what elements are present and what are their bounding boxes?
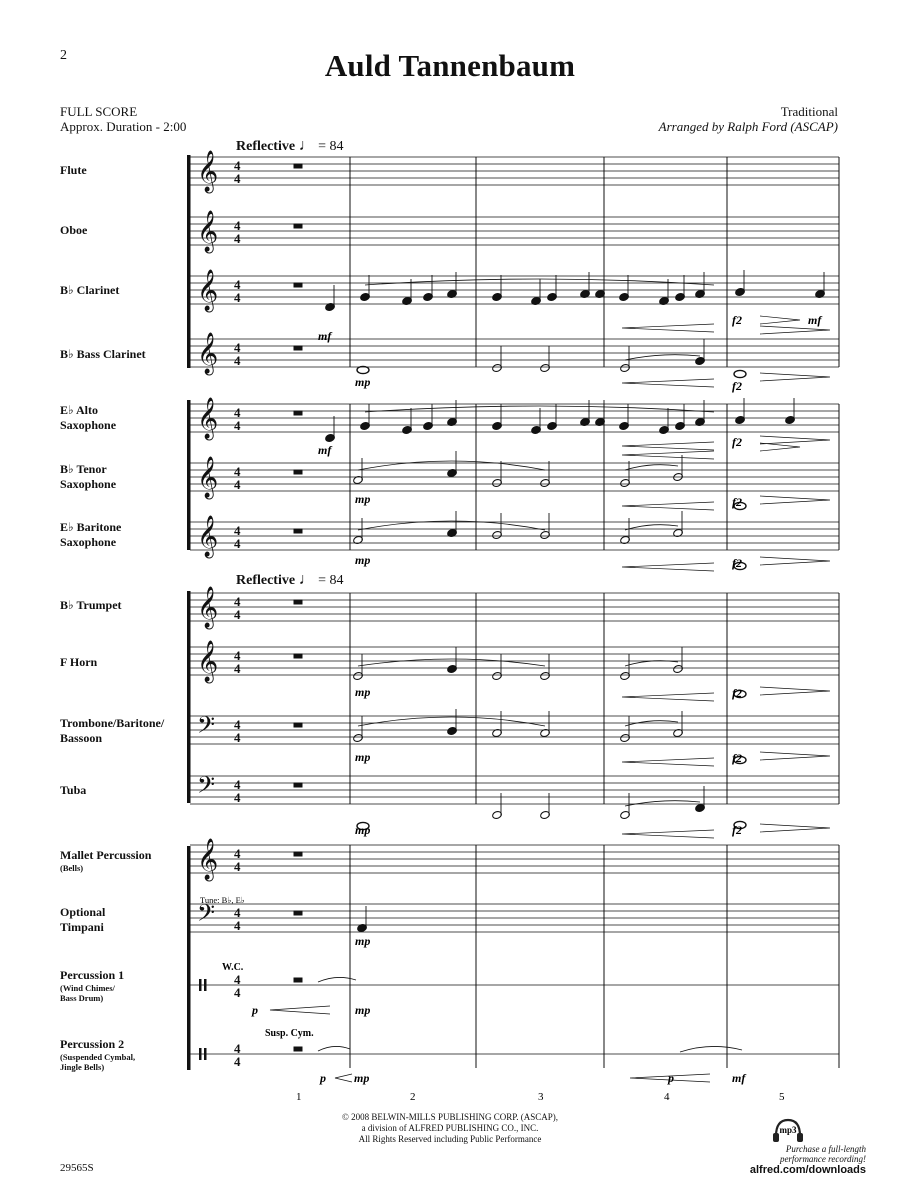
- slur: [680, 1046, 742, 1052]
- time-signature-icon: 4: [234, 790, 241, 805]
- tempo-word: Reflective: [236, 139, 296, 154]
- time-signature-icon: 4: [234, 918, 241, 933]
- crescendo-hairpin: [622, 451, 714, 459]
- crescendo-hairpin: [270, 1006, 330, 1014]
- dynamic-mf: mf: [318, 443, 332, 457]
- whole-note: [357, 366, 369, 373]
- treble-clef-icon: 𝄞: [197, 151, 219, 191]
- dynamic-f2: f2: [732, 823, 742, 837]
- instrument-label-tuba: Tuba: [60, 783, 87, 797]
- dynamic-mp: mp: [355, 375, 371, 389]
- dynamic-f2: f2: [732, 313, 742, 327]
- page-number: 2: [60, 48, 67, 63]
- time-signature-icon: 4: [234, 290, 241, 305]
- dynamic-f2: f2: [732, 495, 742, 509]
- slur: [625, 465, 678, 470]
- instrument-label-horn: F Horn: [60, 655, 98, 669]
- treble-clef-icon: 𝄞: [197, 333, 219, 373]
- copyright-notice: © 2008 BELWIN-MILLS PUBLISHING CORP. (ASCAP), a division of ALFRED PUBLISHING CO., INC. All Rights Reserved including Public Performance: [342, 1112, 558, 1144]
- whole-rest-icon: [294, 654, 302, 658]
- treble-clef-icon: 𝄞: [197, 587, 219, 627]
- measure-number: 1: [296, 1091, 302, 1103]
- time-signature-icon: 4: [234, 972, 241, 987]
- bracket-brass: [187, 591, 191, 803]
- whole-rest-icon: [294, 783, 302, 787]
- measure-number: 5: [779, 1091, 785, 1103]
- decrescendo-hairpin: [760, 316, 800, 324]
- instrument-label-trumpet: B♭ Trumpet: [60, 598, 122, 612]
- promo-url[interactable]: alfred.com/downloads: [749, 1164, 866, 1176]
- instrument-label-bari-sax: E♭ Baritone Saxophone: [60, 520, 122, 549]
- dynamic-mp: mp: [355, 685, 371, 699]
- staff-trombone: [190, 716, 839, 744]
- decrescendo-hairpin: [760, 824, 830, 832]
- recording-promo: [716, 1118, 866, 1176]
- staff-tenor-sax: [190, 463, 839, 491]
- staff-flute: [190, 157, 839, 185]
- time-signature-icon: 4: [234, 905, 241, 920]
- page-title: Auld Tannenbaum: [324, 48, 576, 83]
- time-signature-icon: 4: [234, 464, 241, 479]
- time-signature-icon: 4: [234, 218, 241, 233]
- bass-clef-icon: 𝄢: [197, 773, 216, 804]
- treble-clef-icon: 𝄞: [197, 211, 219, 251]
- dynamic-p: p: [252, 1003, 258, 1017]
- instrument-label-mallet: Mallet Percussion (Bells): [60, 848, 152, 873]
- time-signature-icon: 4: [234, 846, 241, 861]
- time-signature-icon: 4: [234, 171, 241, 186]
- treble-clef-icon: 𝄞: [197, 839, 219, 879]
- time-signature-icon: 4: [234, 661, 241, 676]
- whole-rest-icon: [294, 164, 302, 168]
- instrument-label-tenor-sax: B♭ Tenor Saxophone: [60, 462, 117, 491]
- instrument-label-perc2: Percussion 2 (Suspended Cymbal, Jingle Bells): [60, 1037, 136, 1072]
- crescendo-hairpin: [622, 830, 714, 838]
- svg-text:mp3: mp3: [779, 1125, 797, 1135]
- whole-rest-icon: [294, 529, 302, 533]
- percussion-clef-icon: [204, 979, 207, 991]
- slur: [365, 279, 714, 285]
- staff-timpani: [190, 904, 839, 932]
- treble-clef-icon: 𝄞: [197, 641, 219, 681]
- time-signature-icon: 4: [234, 405, 241, 420]
- dynamic-mp: mp: [355, 553, 371, 567]
- time-signature-icon: 4: [234, 985, 241, 1000]
- whole-rest-icon: [294, 600, 302, 604]
- composer: Traditional: [780, 104, 838, 119]
- slur: [625, 355, 700, 360]
- dynamic-p: p: [668, 1071, 674, 1085]
- staff-oboe: [190, 217, 839, 245]
- whole-rest-icon: [294, 911, 302, 915]
- timpani-tuning: Tune: B♭, E♭: [200, 895, 245, 905]
- score-type: FULL SCORE: [60, 104, 138, 119]
- slur: [318, 1046, 350, 1051]
- quarter-note-icon: ♩: [298, 571, 315, 588]
- instrument-label-timpani: Optional Timpani: [60, 905, 106, 934]
- bass-clef-icon: 𝄢: [197, 901, 216, 932]
- instrument-label-trombone: Trombone/Baritone/ Bassoon: [60, 716, 165, 745]
- tempo-value: = 84: [318, 573, 344, 588]
- time-signature-icon: 4: [234, 607, 241, 622]
- time-signature-icon: 4: [234, 1041, 241, 1056]
- whole-rest-icon: [294, 723, 302, 727]
- instrument-label-bass-clarinet: B♭ Bass Clarinet: [60, 347, 146, 361]
- staff-bass-clarinet: [190, 339, 839, 367]
- arranger: Arranged by Ralph Ford (ASCAP): [658, 119, 838, 134]
- whole-rest-icon: [294, 411, 302, 415]
- decrescendo-hairpin: [760, 687, 830, 695]
- crescendo-hairpin: [622, 758, 714, 766]
- instrument-label-flute: Flute: [60, 163, 87, 177]
- dynamic-mf: mf: [732, 1071, 746, 1085]
- measure-number: 3: [538, 1091, 544, 1103]
- time-signature-icon: 4: [234, 418, 241, 433]
- time-signature-icon: 4: [234, 777, 241, 792]
- slur: [625, 661, 678, 666]
- whole-note: [734, 370, 746, 377]
- crescendo-hairpin: [622, 502, 714, 510]
- percussion-clef-icon: [204, 1048, 207, 1060]
- dynamic-f2: f2: [732, 686, 742, 700]
- measure-number: 2: [410, 1091, 416, 1103]
- whole-rest-icon: [294, 283, 302, 287]
- quarter-note-icon: ♩: [298, 137, 315, 154]
- instrument-label-oboe: Oboe: [60, 223, 88, 237]
- time-signature-icon: 4: [234, 340, 241, 355]
- decrescendo-hairpin: [760, 496, 830, 504]
- percussion-clef-icon: [199, 1048, 202, 1060]
- time-signature-icon: 4: [234, 717, 241, 732]
- time-signature-icon: 4: [234, 477, 241, 492]
- treble-clef-icon: 𝄞: [197, 398, 219, 438]
- promo-line: performance recording!: [779, 1154, 866, 1164]
- promo-line: Purchase a full-length: [785, 1144, 866, 1154]
- dynamic-f2: f2: [732, 379, 742, 393]
- treble-clef-icon: 𝄞: [197, 516, 219, 556]
- whole-rest-icon: [294, 224, 302, 228]
- dynamic-mp: mp: [355, 492, 371, 506]
- tempo-value: = 84: [318, 139, 344, 154]
- wind-chimes-marking: W.C.: [222, 962, 244, 973]
- dynamic-mp: mp: [355, 1003, 371, 1017]
- staff-tuba: [190, 776, 839, 804]
- treble-clef-icon: 𝄞: [197, 270, 219, 310]
- dynamic-p: p: [320, 1071, 326, 1085]
- bass-clef-icon: 𝄢: [197, 713, 216, 744]
- whole-rest-icon: [294, 470, 302, 474]
- time-signature-icon: 4: [234, 859, 241, 874]
- instrument-label-perc1: Percussion 1 (Wind Chimes/ Bass Drum): [60, 968, 125, 1003]
- time-signature-icon: 4: [234, 594, 241, 609]
- dynamic-mp: mp: [354, 1071, 370, 1085]
- susp-cym-marking: Susp. Cym.: [265, 1028, 314, 1039]
- time-signature-icon: 4: [234, 277, 241, 292]
- staff-mallet: [190, 845, 839, 873]
- whole-rest-icon: [294, 346, 302, 350]
- slur: [358, 717, 545, 726]
- bracket-saxophones: [187, 400, 191, 550]
- decrescendo-hairpin: [760, 443, 800, 451]
- time-signature-icon: 4: [234, 158, 241, 173]
- time-signature-icon: 4: [234, 536, 241, 551]
- slur: [625, 801, 700, 806]
- bracket-percussion: [187, 846, 191, 1070]
- time-signature-icon: 4: [234, 523, 241, 538]
- time-signature-icon: 4: [234, 353, 241, 368]
- time-signature-icon: 4: [234, 648, 241, 663]
- time-signature-icon: 4: [234, 730, 241, 745]
- dynamic-mf: mf: [318, 329, 332, 343]
- crescendo-hairpin: [622, 379, 714, 387]
- staff-bari-sax: [190, 522, 839, 550]
- crescendo-hairpin: [622, 693, 714, 701]
- slur: [358, 461, 545, 470]
- tempo-word: Reflective: [236, 573, 296, 588]
- staff-horn: [190, 647, 839, 675]
- dynamic-mp: mp: [355, 750, 371, 764]
- crescendo-hairpin: [622, 563, 714, 571]
- measure-number: 4: [664, 1091, 670, 1103]
- dynamic-f2: f2: [732, 751, 742, 765]
- whole-rest-icon: [294, 852, 302, 856]
- dynamic-mf: mf: [808, 313, 822, 327]
- crescendo-hairpin: [622, 324, 714, 332]
- whole-rest-icon: [294, 1047, 302, 1051]
- whole-rest-icon: [294, 978, 302, 982]
- slur: [358, 659, 545, 666]
- staff-trumpet: [190, 593, 839, 621]
- decrescendo-hairpin: [760, 373, 830, 381]
- time-signature-icon: 4: [234, 231, 241, 246]
- decrescendo-hairpin: [760, 752, 830, 760]
- bracket-woodwinds: [187, 155, 191, 368]
- catalog-number: 29565S: [60, 1162, 94, 1174]
- instrument-label-clarinet: B♭ Clarinet: [60, 283, 120, 297]
- instrument-label-alto-sax: E♭ Alto Saxophone: [60, 403, 117, 432]
- duration: Approx. Duration - 2:00: [60, 119, 187, 134]
- percussion-clef-icon: [199, 979, 202, 991]
- decrescendo-hairpin: [760, 557, 830, 565]
- crescendo-hairpin: [622, 442, 714, 450]
- dynamic-mp: mp: [355, 823, 371, 837]
- decrescendo-hairpin: [760, 436, 830, 444]
- decrescendo-hairpin: [760, 326, 830, 334]
- crescendo-hairpin: [335, 1074, 352, 1082]
- dynamic-f2: f2: [732, 435, 742, 449]
- mp3-headphones-icon: [770, 1116, 806, 1144]
- dynamic-mp: mp: [355, 934, 371, 948]
- time-signature-icon: 4: [234, 1054, 241, 1069]
- treble-clef-icon: 𝄞: [197, 457, 219, 497]
- dynamic-f2: f2: [732, 556, 742, 570]
